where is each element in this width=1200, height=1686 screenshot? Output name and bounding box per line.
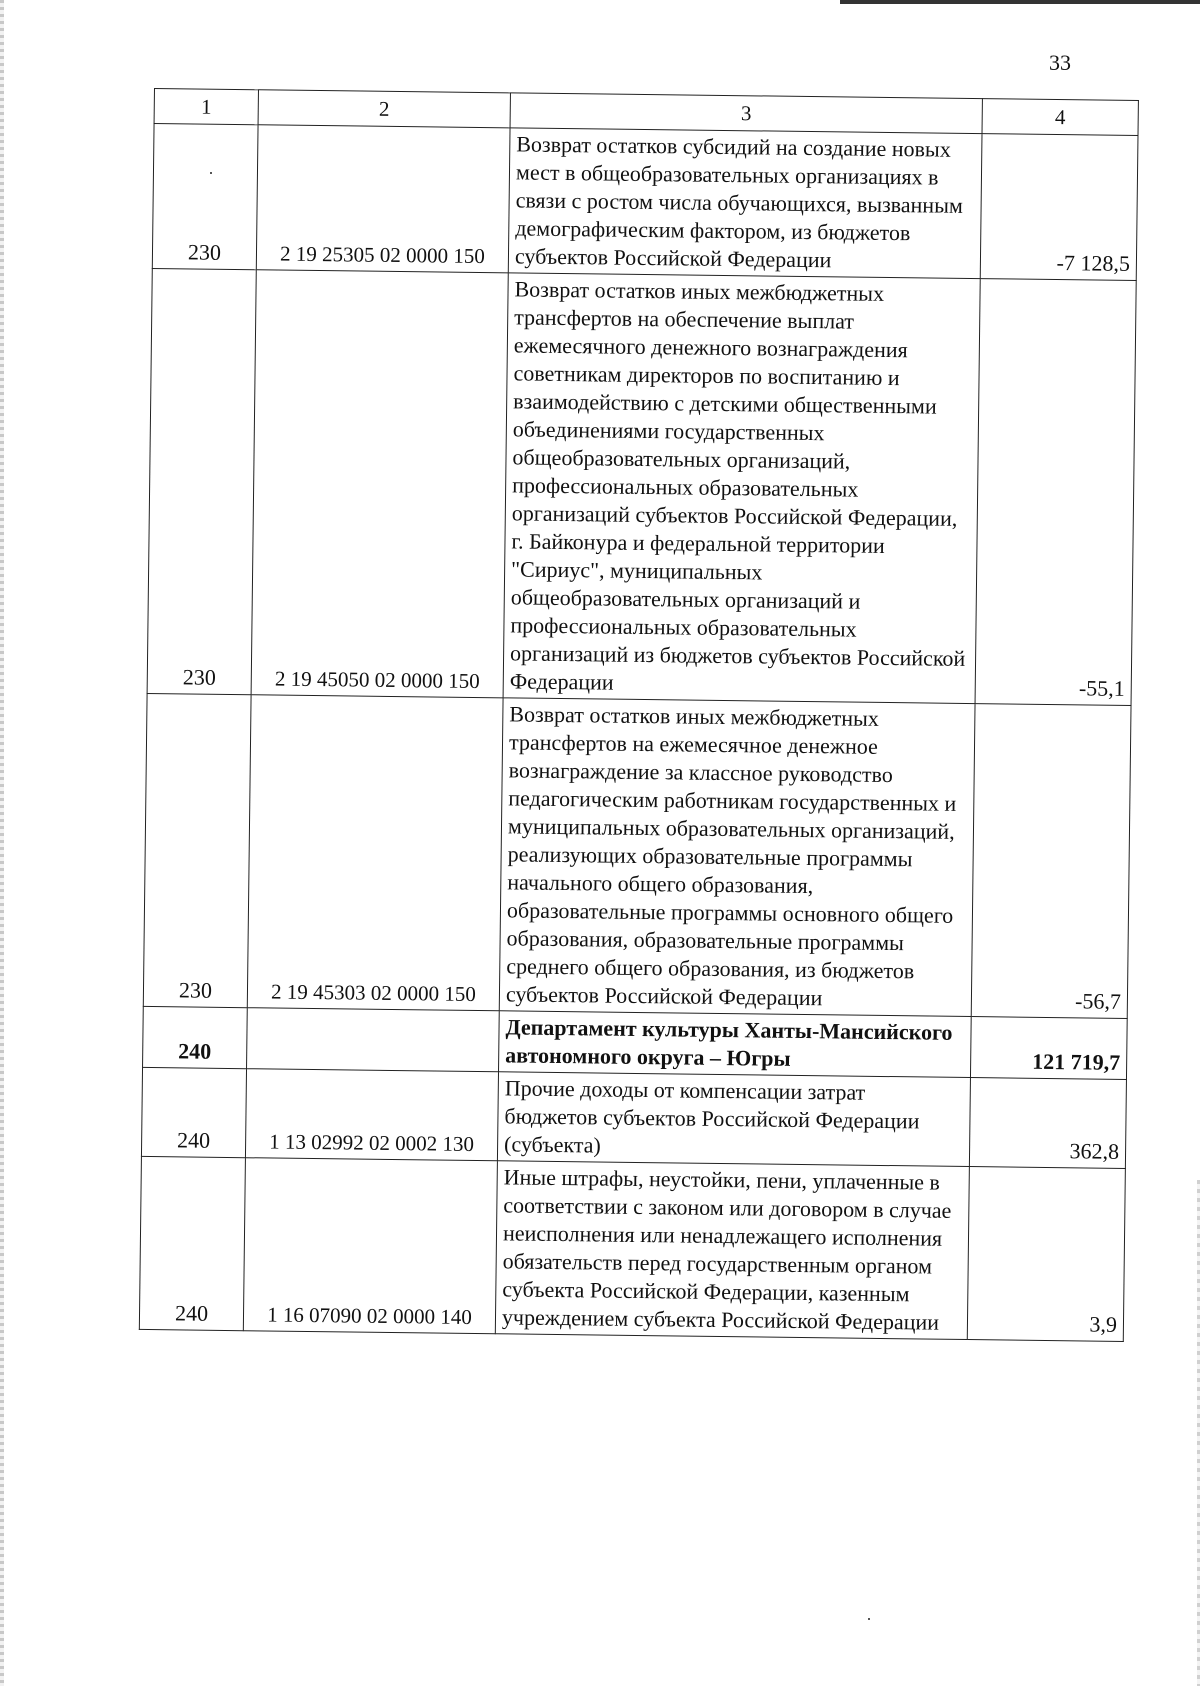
revenue-code: 2 19 45050 02 0000 150 bbox=[251, 270, 508, 698]
scan-edge-left bbox=[0, 0, 4, 1686]
amount: 3,9 bbox=[967, 1167, 1125, 1342]
revenue-description: Возврат остатков субсидий на создание новых мест в общеобразовательных организациях в связи с ростом числа обучающихся, вызванным демографическим фактором, из бюджетов субъектов Российской Федерации bbox=[508, 128, 982, 279]
column-header-3: 3 bbox=[510, 93, 982, 134]
header-rule bbox=[840, 0, 1200, 4]
admin-code: 230 bbox=[143, 693, 251, 1007]
revenue-description: Прочие доходы от компенсации затрат бюджетов субъектов Российской Федерации (субъекта) bbox=[497, 1072, 970, 1167]
revenue-code bbox=[247, 1008, 500, 1072]
amount: 362,8 bbox=[969, 1078, 1126, 1169]
budget-table bbox=[139, 88, 1139, 1342]
table-row bbox=[152, 124, 1138, 281]
revenue-description: Иные штрафы, неустойки, пени, уплаченные в соответствии с законом или договором в случае неисполнения или ненадлежащего исполнения обязательств перед государственным органом субъекта Российской Федерации, казенным учреждением субъекта Российской Федерации bbox=[495, 1161, 969, 1340]
admin-code: 240 bbox=[143, 1006, 248, 1068]
admin-code: 230 bbox=[147, 268, 256, 694]
table-row bbox=[141, 1067, 1126, 1168]
scan-speck bbox=[868, 1618, 870, 1620]
department-total: 121 719,7 bbox=[970, 1017, 1127, 1080]
admin-code: 240 bbox=[139, 1156, 245, 1330]
table-row bbox=[147, 268, 1136, 705]
table-row bbox=[143, 693, 1131, 1018]
column-header-4: 4 bbox=[982, 99, 1138, 136]
admin-code: 230 bbox=[152, 124, 258, 270]
table-row bbox=[139, 1156, 1125, 1341]
admin-code: 240 bbox=[141, 1067, 246, 1157]
scan-speck bbox=[210, 172, 212, 174]
revenue-code: 2 19 25305 02 0000 150 bbox=[256, 125, 510, 273]
revenue-code: 1 13 02992 02 0002 130 bbox=[245, 1069, 498, 1161]
amount: -7 128,5 bbox=[980, 134, 1138, 281]
revenue-code: 1 16 07090 02 0000 140 bbox=[243, 1158, 497, 1334]
amount: -56,7 bbox=[971, 704, 1131, 1019]
page-number: 33 bbox=[1049, 50, 1071, 75]
column-header-1: 1 bbox=[154, 89, 258, 125]
revenue-description: Возврат остатков иных межбюджетных трансфертов на ежемесячное денежное вознаграждение за классное руководство педагогическим работникам государственных и муниципальных образовательных организаций, реализующих образовательные программы начального общего образования, образовательные программы основного общего образования, образовательные программы среднего общего образования, из бюджетов субъектов Российской Федерации bbox=[499, 698, 975, 1017]
column-header-2: 2 bbox=[258, 90, 510, 128]
revenue-description: Возврат остатков иных межбюджетных трансфертов на обеспечение выплат ежемесячного денежного вознаграждения советникам директоров по воспитанию и взаимодействию с детскими общественными объединениями государственных общеобразовательных организаций, профессиональных образовательных организаций субъектов Российской Федерации, г. Байконура и федеральной территории "Сириус", муниципальных общеобразовательных организаций и профессиональных образовательных организаций из бюджетов субъектов Российской Федерации bbox=[503, 273, 980, 704]
amount: -55,1 bbox=[975, 279, 1136, 706]
revenue-code: 2 19 45303 02 0000 150 bbox=[247, 695, 503, 1011]
department-name: Департамент культуры Ханты-Мансийского автономного округа – Югры bbox=[499, 1011, 972, 1078]
